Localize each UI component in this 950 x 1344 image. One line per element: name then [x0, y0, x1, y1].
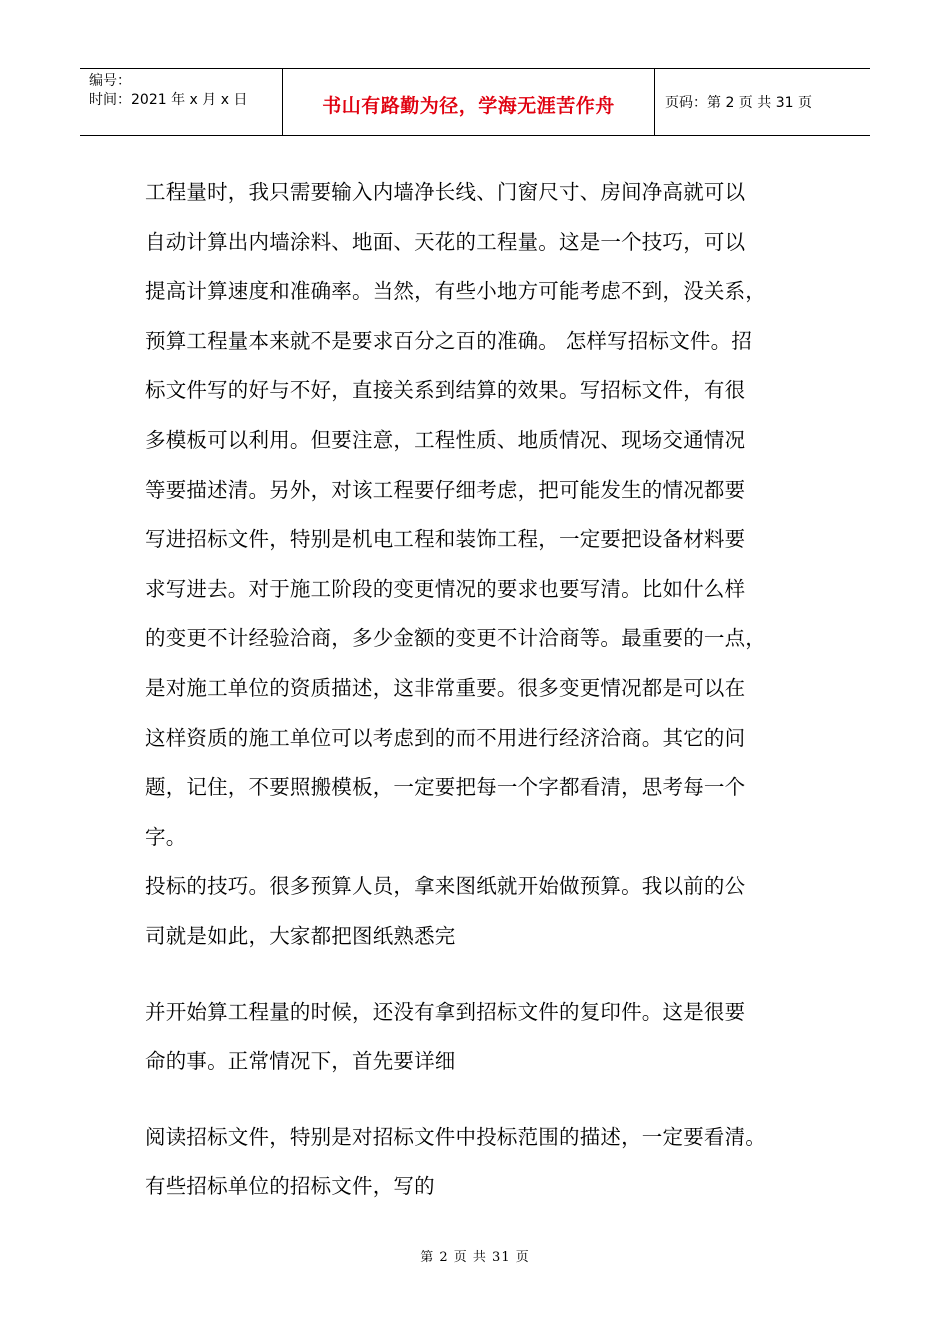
- text-line: 是对施工单位的资质描述，这非常重要。很多变更情况都是可以在: [145, 675, 746, 700]
- header-motto-cell: [283, 69, 655, 135]
- document-body: [145, 168, 815, 1212]
- header-page-cell: [655, 69, 870, 135]
- text-line: 求写进去。对于施工阶段的变更情况的要求也要写清。比如什么样: [145, 576, 746, 601]
- text-line: 并开始算工程量的时候，还没有拿到招标文件的复印件。这是很要: [145, 999, 746, 1024]
- text-line: 工程量时，我只需要输入内墙净长线、门窗尺寸、房间净高就可以: [145, 180, 746, 204]
- text-line: 提高计算速度和准确率。当然，有些小地方可能考虑不到，没关系，: [145, 279, 766, 304]
- paragraph-gap: [145, 1087, 815, 1113]
- text-line: 有些招标单位的招标文件，写的: [145, 1174, 435, 1199]
- page-header: [80, 68, 870, 136]
- header-meta-cell: [80, 69, 283, 135]
- paragraph-3: [145, 988, 815, 1087]
- text-line: 标文件写的好与不好，直接关系到结算的效果。写招标文件，有很: [145, 378, 746, 403]
- text-line: 阅读招标文件，特别是对招标文件中投标范围的描述，一定要看清。: [145, 1124, 766, 1149]
- header-motto: 书山有路勤为径，学海无涯苦作舟: [322, 94, 615, 117]
- text-line: 多模板可以利用。但要注意，工程性质、地质情况、现场交通情况: [145, 427, 746, 452]
- paragraph-2: [145, 862, 815, 961]
- text-line: 字。: [145, 824, 187, 849]
- text-line: 写进招标文件，特别是机电工程和装饰工程，一定要把设备材料要: [145, 527, 746, 552]
- header-page-number: 页码：第 2 页 共 31 页: [665, 95, 812, 111]
- text-line: 这样资质的施工单位可以考虑到的而不用进行经济洽商。其它的问: [145, 725, 746, 750]
- text-line: 司就是如此，大家都把图纸熟悉完: [145, 923, 456, 948]
- text-line: 命的事。正常情况下，首先要详细: [145, 1049, 456, 1074]
- text-line: 题，记住，不要照搬模板，一定要把每一个字都看清，思考每一个: [145, 775, 746, 800]
- document-number-label: 编号：: [89, 73, 131, 89]
- paragraph-1: [145, 168, 815, 862]
- paragraph-gap: [145, 962, 815, 988]
- text-line: 的变更不计经验洽商，多少金额的变更不计洽商等。最重要的一点，: [145, 626, 766, 651]
- text-line: 等要描述清。另外，对该工程要仔细考虑，把可能发生的情况都要: [145, 477, 746, 502]
- page-footer-number: 第 2 页 共 31 页: [420, 1250, 530, 1265]
- text-line: 自动计算出内墙涂料、地面、天花的工程量。这是一个技巧，可以: [145, 229, 746, 254]
- document-date-label: 时间：2021 年 x 月 x 日: [89, 92, 248, 108]
- paragraph-4: [145, 1113, 815, 1212]
- text-line: 预算工程量本来就不是要求百分之百的准确。 怎样写招标文件。招: [145, 328, 753, 353]
- text-line: 投标的技巧。很多预算人员，拿来图纸就开始做预算。我以前的公: [145, 874, 746, 899]
